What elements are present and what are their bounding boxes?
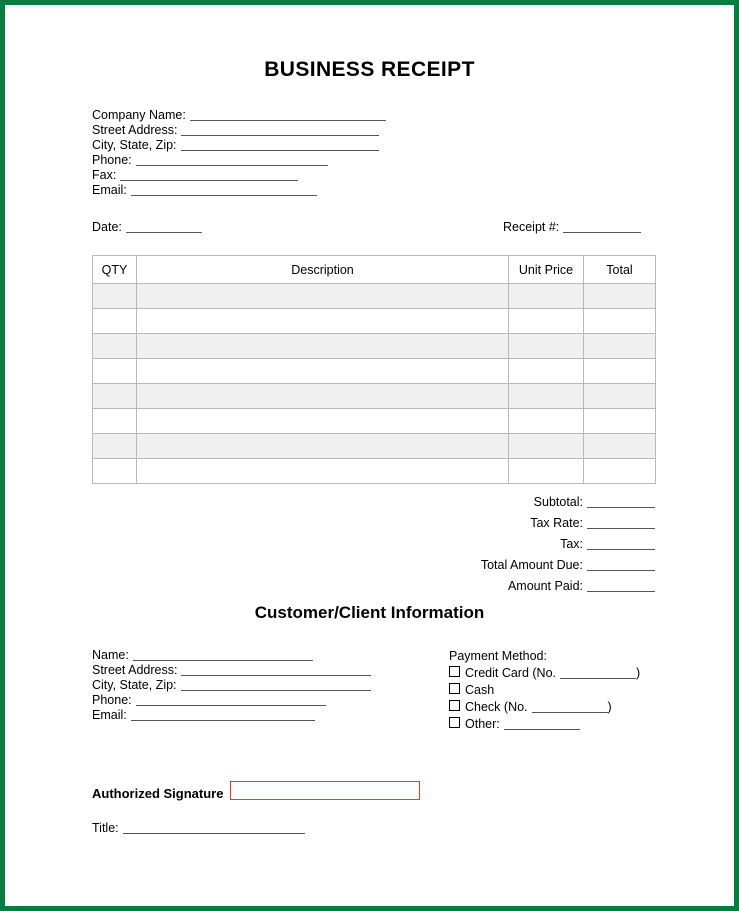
cell-description[interactable]	[137, 409, 509, 434]
company-name-field[interactable]	[92, 108, 386, 123]
customer-email-input[interactable]	[131, 709, 315, 721]
subtotal-row[interactable]	[355, 495, 655, 516]
cell-unit-price[interactable]	[509, 334, 584, 359]
company-street-label: Street Address:	[92, 123, 178, 137]
customer-city-input[interactable]	[181, 679, 371, 691]
cell-description[interactable]	[137, 384, 509, 409]
company-city-input[interactable]	[181, 139, 379, 151]
customer-name-input[interactable]	[133, 649, 313, 661]
payment-option-check-label: Check (No.	[465, 700, 528, 714]
cell-description[interactable]	[137, 459, 509, 484]
payment-option-credit-card[interactable]	[449, 665, 640, 682]
company-street-input[interactable]	[181, 124, 379, 136]
cell-description[interactable]	[137, 359, 509, 384]
cell-total[interactable]	[584, 334, 656, 359]
cell-qty[interactable]	[93, 459, 137, 484]
cell-total[interactable]	[584, 459, 656, 484]
payment-option-cash[interactable]	[449, 682, 640, 699]
cell-unit-price[interactable]	[509, 309, 584, 334]
customer-name-label: Name:	[92, 648, 129, 662]
tax-rate-input[interactable]	[587, 517, 655, 529]
payment-option-check[interactable]	[449, 699, 640, 716]
cell-qty[interactable]	[93, 409, 137, 434]
cell-total[interactable]	[584, 284, 656, 309]
customer-phone-field[interactable]	[92, 693, 371, 708]
payment-option-other-label: Other:	[465, 717, 500, 731]
payment-method-block	[449, 648, 640, 733]
amount-paid-row[interactable]	[355, 579, 655, 600]
cell-unit-price[interactable]	[509, 359, 584, 384]
company-name-label: Company Name:	[92, 108, 186, 122]
column-header-description: Description	[137, 256, 509, 284]
receipt-number-input[interactable]	[563, 221, 641, 233]
cell-qty[interactable]	[93, 284, 137, 309]
total-amount-due-input[interactable]	[587, 559, 655, 571]
date-field[interactable]	[92, 220, 202, 235]
amount-paid-input[interactable]	[587, 580, 655, 592]
check-number-input[interactable]	[532, 701, 608, 713]
authorized-signature-input[interactable]	[230, 781, 420, 800]
cell-total[interactable]	[584, 384, 656, 409]
page-title: BUSINESS RECEIPT	[264, 58, 475, 81]
payment-method-heading: Payment Method:	[449, 649, 547, 663]
checkbox-icon[interactable]	[449, 683, 460, 694]
subtotal-input[interactable]	[587, 496, 655, 508]
cell-qty[interactable]	[93, 434, 137, 459]
company-email-label: Email:	[92, 183, 127, 197]
company-info-block	[92, 108, 386, 198]
authorized-signature-label: Authorized Signature	[92, 786, 224, 801]
cell-description[interactable]	[137, 284, 509, 309]
table-row	[93, 434, 656, 459]
signer-title-field[interactable]	[92, 821, 305, 836]
cell-description[interactable]	[137, 309, 509, 334]
credit-card-paren-close: )	[636, 666, 641, 680]
customer-email-field[interactable]	[92, 708, 371, 723]
customer-street-label: Street Address:	[92, 663, 178, 677]
customer-street-field[interactable]	[92, 663, 371, 678]
customer-street-input[interactable]	[181, 664, 371, 676]
checkbox-icon[interactable]	[449, 700, 460, 711]
totals-block	[355, 495, 655, 600]
tax-row[interactable]	[355, 537, 655, 558]
cell-total[interactable]	[584, 309, 656, 334]
cell-unit-price[interactable]	[509, 459, 584, 484]
signer-title-input[interactable]	[123, 822, 305, 834]
customer-email-label: Email:	[92, 708, 127, 722]
customer-phone-label: Phone:	[92, 693, 132, 707]
cell-total[interactable]	[584, 434, 656, 459]
table-row	[93, 284, 656, 309]
customer-name-field[interactable]	[92, 648, 371, 663]
date-label: Date:	[92, 220, 122, 234]
table-row	[93, 384, 656, 409]
tax-label: Tax:	[560, 537, 583, 551]
other-payment-input[interactable]	[504, 718, 580, 730]
receipt-number-field[interactable]	[503, 220, 641, 235]
subtotal-label: Subtotal:	[533, 495, 583, 509]
company-phone-input[interactable]	[136, 154, 328, 166]
cell-qty[interactable]	[93, 334, 137, 359]
column-header-unit-price: Unit Price	[509, 256, 584, 284]
column-header-total: Total	[584, 256, 656, 284]
checkbox-icon[interactable]	[449, 666, 460, 677]
company-phone-field[interactable]	[92, 153, 386, 168]
total-amount-due-row[interactable]	[355, 558, 655, 579]
amount-paid-label: Amount Paid:	[507, 579, 583, 593]
customer-city-field[interactable]	[92, 678, 371, 693]
cell-qty[interactable]	[93, 309, 137, 334]
table-row	[93, 309, 656, 334]
company-fax-field[interactable]	[92, 168, 386, 183]
total-amount-due-label: Total Amount Due:	[480, 558, 583, 572]
tax-rate-row[interactable]	[355, 516, 655, 537]
company-phone-label: Phone:	[92, 153, 132, 167]
company-email-field[interactable]	[92, 183, 386, 198]
checkbox-icon[interactable]	[449, 717, 460, 728]
table-row	[93, 359, 656, 384]
company-email-input[interactable]	[131, 184, 317, 196]
company-street-field[interactable]	[92, 123, 386, 138]
company-fax-input[interactable]	[120, 169, 298, 181]
table-row	[93, 409, 656, 434]
check-paren-close: )	[607, 700, 612, 714]
customer-phone-input[interactable]	[136, 694, 326, 706]
column-header-qty: QTY	[93, 256, 137, 284]
receipt-sheet	[5, 5, 734, 906]
line-items-table	[92, 255, 656, 484]
table-row	[93, 334, 656, 359]
company-name-input[interactable]	[190, 109, 386, 121]
payment-option-cash-label: Cash	[465, 683, 495, 697]
tax-rate-label: Tax Rate:	[530, 516, 583, 530]
customer-info-block	[92, 648, 371, 723]
customer-section-title: Customer/Client Information	[254, 603, 485, 622]
cell-total[interactable]	[584, 409, 656, 434]
signer-title-label: Title:	[92, 821, 119, 835]
company-fax-label: Fax:	[92, 168, 117, 182]
cell-total[interactable]	[584, 359, 656, 384]
payment-option-credit-card-label: Credit Card (No.	[465, 666, 556, 680]
company-city-field[interactable]	[92, 138, 386, 153]
cell-qty[interactable]	[93, 384, 137, 409]
cell-unit-price[interactable]	[509, 434, 584, 459]
company-city-label: City, State, Zip:	[92, 138, 177, 152]
cell-unit-price[interactable]	[509, 384, 584, 409]
cell-unit-price[interactable]	[509, 284, 584, 309]
cell-description[interactable]	[137, 434, 509, 459]
customer-city-label: City, State, Zip:	[92, 678, 177, 692]
cell-qty[interactable]	[93, 359, 137, 384]
cell-description[interactable]	[137, 334, 509, 359]
table-header-row	[93, 256, 656, 284]
table-row	[93, 459, 656, 484]
receipt-number-label: Receipt #:	[503, 220, 560, 234]
credit-card-number-input[interactable]	[560, 667, 636, 679]
cell-unit-price[interactable]	[509, 409, 584, 434]
tax-input[interactable]	[587, 538, 655, 550]
date-input[interactable]	[126, 221, 202, 233]
payment-option-other[interactable]	[449, 716, 640, 733]
